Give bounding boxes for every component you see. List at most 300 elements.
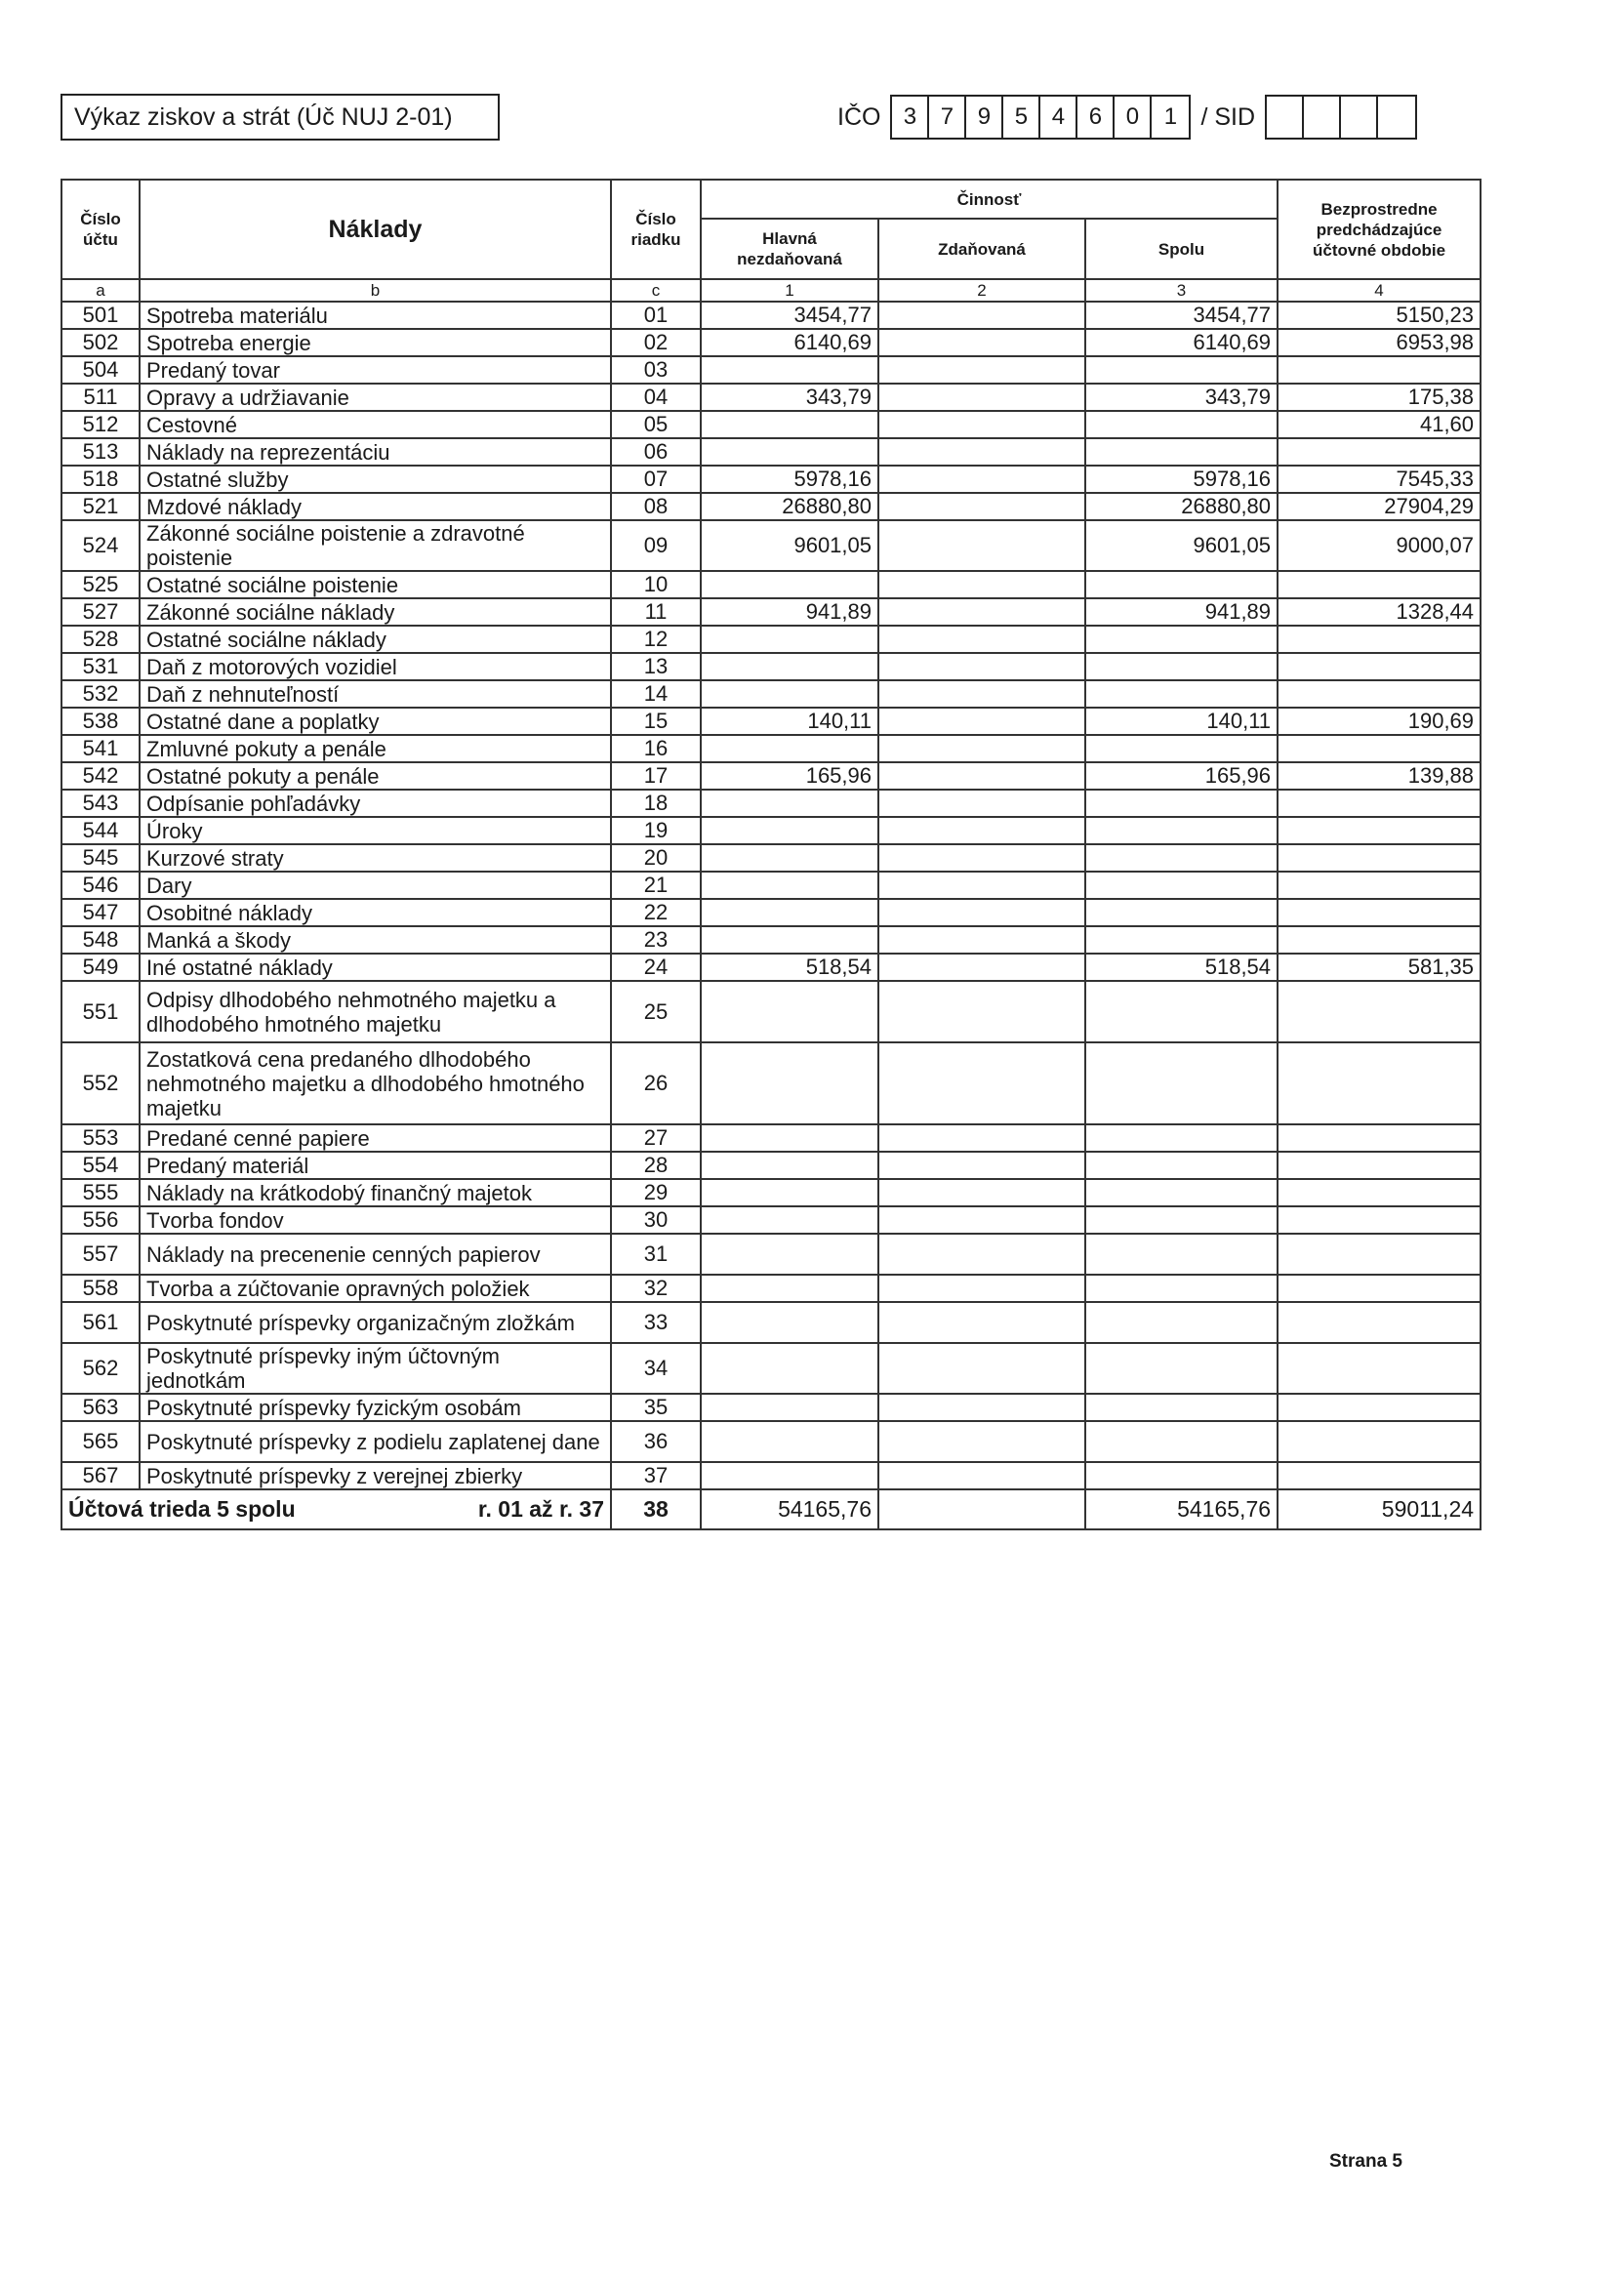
account-name: Ostatné dane a poplatky: [140, 708, 611, 735]
account-code: 565: [61, 1421, 140, 1462]
value-previous: [1278, 844, 1481, 872]
value-taxed: [878, 598, 1085, 626]
account-code: 543: [61, 790, 140, 817]
value-main: [701, 1206, 878, 1234]
value-total: [1085, 1152, 1278, 1179]
row-number: 26: [611, 1042, 701, 1124]
value-taxed: [878, 926, 1085, 954]
col-header-previous: Bezprostredne predchádzajúce účtovné obdobie: [1278, 180, 1481, 279]
row-number: 12: [611, 626, 701, 653]
letter-2: 2: [878, 279, 1085, 302]
account-name: Ostatné služby: [140, 466, 611, 493]
value-main: [701, 626, 878, 653]
row-number: 03: [611, 356, 701, 384]
account-code: 567: [61, 1462, 140, 1489]
account-name: Tvorba fondov: [140, 1206, 611, 1234]
table-row: [61, 954, 1481, 981]
value-previous: [1278, 1206, 1481, 1234]
value-previous: [1278, 680, 1481, 708]
table-row: [61, 762, 1481, 790]
value-total: [1085, 1179, 1278, 1206]
account-code: 504: [61, 356, 140, 384]
row-number: 21: [611, 872, 701, 899]
account-code: 558: [61, 1275, 140, 1302]
table-row: [61, 302, 1481, 329]
value-taxed: [878, 302, 1085, 329]
value-main: 140,11: [701, 708, 878, 735]
value-total: 140,11: [1085, 708, 1278, 735]
value-previous: [1278, 1302, 1481, 1343]
costs-table: [61, 179, 1482, 1530]
value-taxed: [878, 1275, 1085, 1302]
value-total: 5978,16: [1085, 466, 1278, 493]
value-previous: [1278, 735, 1481, 762]
table-row: [61, 438, 1481, 466]
value-taxed: [878, 790, 1085, 817]
account-code: 562: [61, 1343, 140, 1394]
letter-b: b: [140, 279, 611, 302]
account-name: Zmluvné pokuty a penále: [140, 735, 611, 762]
row-number: 34: [611, 1343, 701, 1394]
col-header-main: Hlavná nezdaňovaná: [701, 219, 878, 279]
row-number: 01: [611, 302, 701, 329]
value-main: [701, 790, 878, 817]
value-taxed: [878, 1206, 1085, 1234]
table-body: [61, 302, 1481, 1489]
table-row: [61, 384, 1481, 411]
page-number: Strana 5: [1329, 2151, 1402, 2172]
table-row: [61, 735, 1481, 762]
row-number: 27: [611, 1124, 701, 1152]
letter-3: 3: [1085, 279, 1278, 302]
value-previous: [1278, 1179, 1481, 1206]
table-row: [61, 571, 1481, 598]
account-code: 512: [61, 411, 140, 438]
total-main: 54165,76: [701, 1489, 878, 1529]
account-name: Cestovné: [140, 411, 611, 438]
account-name: Náklady na reprezentáciu: [140, 438, 611, 466]
account-name: Predané cenné papiere: [140, 1124, 611, 1152]
value-total: 165,96: [1085, 762, 1278, 790]
value-total: 3454,77: [1085, 302, 1278, 329]
report-title: Výkaz ziskov a strát (Úč NUJ 2-01): [61, 94, 500, 141]
value-total: [1085, 571, 1278, 598]
value-total: [1085, 1124, 1278, 1152]
row-number: 02: [611, 329, 701, 356]
value-taxed: [878, 817, 1085, 844]
table-row: [61, 626, 1481, 653]
table-row: [61, 1152, 1481, 1179]
account-name: Odpísanie pohľadávky: [140, 790, 611, 817]
col-header-account: Číslo účtu: [61, 180, 140, 279]
value-taxed: [878, 1421, 1085, 1462]
table-row: [61, 899, 1481, 926]
value-taxed: [878, 1042, 1085, 1124]
table-row: [61, 356, 1481, 384]
value-main: [701, 817, 878, 844]
table-row: [61, 1462, 1481, 1489]
account-code: 502: [61, 329, 140, 356]
value-main: [701, 1421, 878, 1462]
value-taxed: [878, 708, 1085, 735]
value-taxed: [878, 356, 1085, 384]
ico-digit: 7: [929, 97, 966, 138]
value-taxed: [878, 872, 1085, 899]
value-total: [1085, 1462, 1278, 1489]
row-number: 15: [611, 708, 701, 735]
table-row: [61, 680, 1481, 708]
sid-boxes: [1265, 95, 1417, 140]
table-row: [61, 708, 1481, 735]
total-row: [61, 1489, 1481, 1529]
value-total: [1085, 790, 1278, 817]
letter-4: 4: [1278, 279, 1481, 302]
value-total: [1085, 356, 1278, 384]
value-total: [1085, 411, 1278, 438]
table-row: [61, 1421, 1481, 1462]
value-previous: 9000,07: [1278, 520, 1481, 571]
row-number: 07: [611, 466, 701, 493]
row-number: 18: [611, 790, 701, 817]
value-total: [1085, 1234, 1278, 1275]
value-main: [701, 1152, 878, 1179]
account-code: 542: [61, 762, 140, 790]
value-main: [701, 1179, 878, 1206]
value-main: 165,96: [701, 762, 878, 790]
value-main: 343,79: [701, 384, 878, 411]
account-code: 549: [61, 954, 140, 981]
account-name: Mzdové náklady: [140, 493, 611, 520]
row-number: 36: [611, 1421, 701, 1462]
account-code: 528: [61, 626, 140, 653]
value-main: [701, 844, 878, 872]
account-code: 556: [61, 1206, 140, 1234]
account-code: 532: [61, 680, 140, 708]
value-total: [1085, 680, 1278, 708]
row-number: 23: [611, 926, 701, 954]
value-previous: [1278, 438, 1481, 466]
value-main: [701, 1234, 878, 1275]
table-row: [61, 981, 1481, 1042]
row-number: 32: [611, 1275, 701, 1302]
ico-sid-group: [837, 94, 1417, 141]
table-row: [61, 1179, 1481, 1206]
total-taxed: [878, 1489, 1085, 1529]
row-number: 05: [611, 411, 701, 438]
account-name: Zostatková cena predaného dlhodobého nehmotného majetku a dlhodobého hmotného majetku: [140, 1042, 611, 1124]
value-main: [701, 1462, 878, 1489]
value-previous: [1278, 1152, 1481, 1179]
row-number: 28: [611, 1152, 701, 1179]
row-number: 13: [611, 653, 701, 680]
row-number: 37: [611, 1462, 701, 1489]
account-code: 544: [61, 817, 140, 844]
value-total: [1085, 926, 1278, 954]
table-row: [61, 520, 1481, 571]
account-name: Opravy a udržiavanie: [140, 384, 611, 411]
table-row: [61, 1206, 1481, 1234]
value-total: [1085, 1343, 1278, 1394]
value-previous: 190,69: [1278, 708, 1481, 735]
row-number: 14: [611, 680, 701, 708]
account-code: 521: [61, 493, 140, 520]
value-taxed: [878, 520, 1085, 571]
value-total: [1085, 844, 1278, 872]
account-name: Zákonné sociálne náklady: [140, 598, 611, 626]
value-total: [1085, 899, 1278, 926]
account-name: Poskytnuté príspevky z verejnej zbierky: [140, 1462, 611, 1489]
table-row: [61, 926, 1481, 954]
account-code: 546: [61, 872, 140, 899]
account-name: Osobitné náklady: [140, 899, 611, 926]
value-main: [701, 872, 878, 899]
table-row: [61, 817, 1481, 844]
value-previous: [1278, 356, 1481, 384]
account-name: Spotreba energie: [140, 329, 611, 356]
row-number: 25: [611, 981, 701, 1042]
account-name: Ostatné sociálne poistenie: [140, 571, 611, 598]
account-code: 518: [61, 466, 140, 493]
account-name: Daň z motorových vozidiel: [140, 653, 611, 680]
value-total: 343,79: [1085, 384, 1278, 411]
value-main: 3454,77: [701, 302, 878, 329]
value-taxed: [878, 653, 1085, 680]
account-code: 531: [61, 653, 140, 680]
row-number: 11: [611, 598, 701, 626]
table-row: [61, 598, 1481, 626]
account-code: 563: [61, 1394, 140, 1421]
value-previous: [1278, 571, 1481, 598]
value-main: [701, 981, 878, 1042]
account-name: Ostatné pokuty a penále: [140, 762, 611, 790]
col-header-costs: Náklady: [140, 180, 611, 279]
value-previous: [1278, 653, 1481, 680]
value-taxed: [878, 1462, 1085, 1489]
value-total: [1085, 626, 1278, 653]
ico-digit: 1: [1163, 103, 1178, 130]
row-number: 10: [611, 571, 701, 598]
account-code: 541: [61, 735, 140, 762]
value-total: 26880,80: [1085, 493, 1278, 520]
account-code: 554: [61, 1152, 140, 1179]
value-taxed: [878, 1124, 1085, 1152]
ico-boxes: [890, 95, 1191, 140]
value-previous: [1278, 926, 1481, 954]
value-taxed: [878, 680, 1085, 708]
ico-label: IČO: [837, 102, 881, 131]
account-name: Manká a škody: [140, 926, 611, 954]
value-main: [701, 571, 878, 598]
value-previous: [1278, 1042, 1481, 1124]
value-total: [1085, 817, 1278, 844]
table-row: [61, 1124, 1481, 1152]
value-main: 9601,05: [701, 520, 878, 571]
value-main: [701, 653, 878, 680]
value-total: [1085, 653, 1278, 680]
value-total: [1085, 981, 1278, 1042]
table-row: [61, 493, 1481, 520]
value-main: [701, 1394, 878, 1421]
value-taxed: [878, 981, 1085, 1042]
row-number: 20: [611, 844, 701, 872]
value-total: [1085, 735, 1278, 762]
table-row: [61, 411, 1481, 438]
value-taxed: [878, 762, 1085, 790]
account-code: 513: [61, 438, 140, 466]
account-name: Náklady na precenenie cenných papierov: [140, 1234, 611, 1275]
table-row: [61, 844, 1481, 872]
value-main: [701, 735, 878, 762]
account-code: 525: [61, 571, 140, 598]
account-code: 551: [61, 981, 140, 1042]
account-name: Tvorba a zúčtovanie opravných položiek: [140, 1275, 611, 1302]
row-number: 19: [611, 817, 701, 844]
account-code: 548: [61, 926, 140, 954]
value-taxed: [878, 735, 1085, 762]
value-previous: 175,38: [1278, 384, 1481, 411]
value-previous: [1278, 626, 1481, 653]
account-code: 561: [61, 1302, 140, 1343]
value-taxed: [878, 954, 1085, 981]
account-code: 555: [61, 1179, 140, 1206]
table-row: [61, 872, 1481, 899]
value-main: 518,54: [701, 954, 878, 981]
value-previous: [1278, 1462, 1481, 1489]
col-header-activity: Činnosť: [701, 180, 1278, 219]
value-main: [701, 1343, 878, 1394]
row-number: 22: [611, 899, 701, 926]
ico-digit: 0: [1115, 97, 1152, 138]
value-total: [1085, 1302, 1278, 1343]
total-row-number: 38: [611, 1489, 701, 1529]
account-code: 557: [61, 1234, 140, 1275]
account-name: Spotreba materiálu: [140, 302, 611, 329]
account-name: Náklady na krátkodobý finančný majetok: [140, 1179, 611, 1206]
letter-c: c: [611, 279, 701, 302]
table-row: [61, 1343, 1481, 1394]
account-name: Poskytnuté príspevky iným účtovným jednotkám: [140, 1343, 611, 1394]
value-previous: 7545,33: [1278, 466, 1481, 493]
value-taxed: [878, 466, 1085, 493]
value-main: [701, 411, 878, 438]
value-taxed: [878, 1302, 1085, 1343]
value-previous: [1278, 1421, 1481, 1462]
value-taxed: [878, 1234, 1085, 1275]
value-main: [701, 1302, 878, 1343]
value-previous: 1328,44: [1278, 598, 1481, 626]
row-number: 09: [611, 520, 701, 571]
value-taxed: [878, 384, 1085, 411]
ico-digit: 6: [1077, 97, 1115, 138]
table-row: [61, 466, 1481, 493]
account-name: Poskytnuté príspevky z podielu zaplatenej dane: [140, 1421, 611, 1462]
value-taxed: [878, 1343, 1085, 1394]
value-main: [701, 356, 878, 384]
sid-box: [1378, 97, 1415, 138]
letter-a: a: [61, 279, 140, 302]
total-previous: 59011,24: [1278, 1489, 1481, 1529]
ico-digit: 4: [1040, 97, 1077, 138]
row-number: 06: [611, 438, 701, 466]
value-taxed: [878, 571, 1085, 598]
table-row: [61, 1394, 1481, 1421]
value-total: 6140,69: [1085, 329, 1278, 356]
value-total: [1085, 1421, 1278, 1462]
account-name: Zákonné sociálne poistenie a zdravotné poistenie: [140, 520, 611, 571]
total-range: r. 01 až r. 37: [477, 1496, 604, 1522]
letter-1: 1: [701, 279, 878, 302]
row-number: 08: [611, 493, 701, 520]
value-main: [701, 899, 878, 926]
value-total: 518,54: [1085, 954, 1278, 981]
value-previous: [1278, 817, 1481, 844]
value-previous: [1278, 1275, 1481, 1302]
ico-digit: 9: [966, 97, 1003, 138]
value-previous: [1278, 872, 1481, 899]
value-previous: [1278, 1394, 1481, 1421]
value-total: [1085, 1206, 1278, 1234]
table-row: [61, 1234, 1481, 1275]
value-taxed: [878, 438, 1085, 466]
sid-label: / SID: [1200, 102, 1256, 131]
value-taxed: [878, 329, 1085, 356]
value-total: [1085, 1042, 1278, 1124]
value-total: [1085, 1394, 1278, 1421]
table-row: [61, 1302, 1481, 1343]
account-code: 545: [61, 844, 140, 872]
account-name: Predaný tovar: [140, 356, 611, 384]
row-number: 30: [611, 1206, 701, 1234]
value-total: [1085, 872, 1278, 899]
total-label-cell: [61, 1489, 611, 1529]
row-number: 24: [611, 954, 701, 981]
value-previous: [1278, 1234, 1481, 1275]
value-main: [701, 680, 878, 708]
account-code: 552: [61, 1042, 140, 1124]
value-main: 941,89: [701, 598, 878, 626]
col-header-row: Číslo riadku: [611, 180, 701, 279]
value-previous: 27904,29: [1278, 493, 1481, 520]
total-sum: 54165,76: [1085, 1489, 1278, 1529]
value-previous: [1278, 899, 1481, 926]
value-main: [701, 1275, 878, 1302]
value-main: [701, 1124, 878, 1152]
value-main: [701, 438, 878, 466]
value-main: 5978,16: [701, 466, 878, 493]
account-code: 511: [61, 384, 140, 411]
value-total: [1085, 1275, 1278, 1302]
account-name: Poskytnuté príspevky fyzickým osobám: [140, 1394, 611, 1421]
row-number: 31: [611, 1234, 701, 1275]
table-row: [61, 790, 1481, 817]
ico-digit: 5: [1003, 97, 1040, 138]
value-previous: 139,88: [1278, 762, 1481, 790]
value-previous: 41,60: [1278, 411, 1481, 438]
sid-box: [1267, 97, 1304, 138]
value-taxed: [878, 844, 1085, 872]
value-taxed: [878, 1179, 1085, 1206]
account-name: Dary: [140, 872, 611, 899]
account-code: 501: [61, 302, 140, 329]
value-main: 26880,80: [701, 493, 878, 520]
account-name: Ostatné sociálne náklady: [140, 626, 611, 653]
value-total: 941,89: [1085, 598, 1278, 626]
value-total: 9601,05: [1085, 520, 1278, 571]
account-name: Daň z nehnuteľností: [140, 680, 611, 708]
row-number: 04: [611, 384, 701, 411]
value-previous: [1278, 981, 1481, 1042]
value-total: [1085, 438, 1278, 466]
